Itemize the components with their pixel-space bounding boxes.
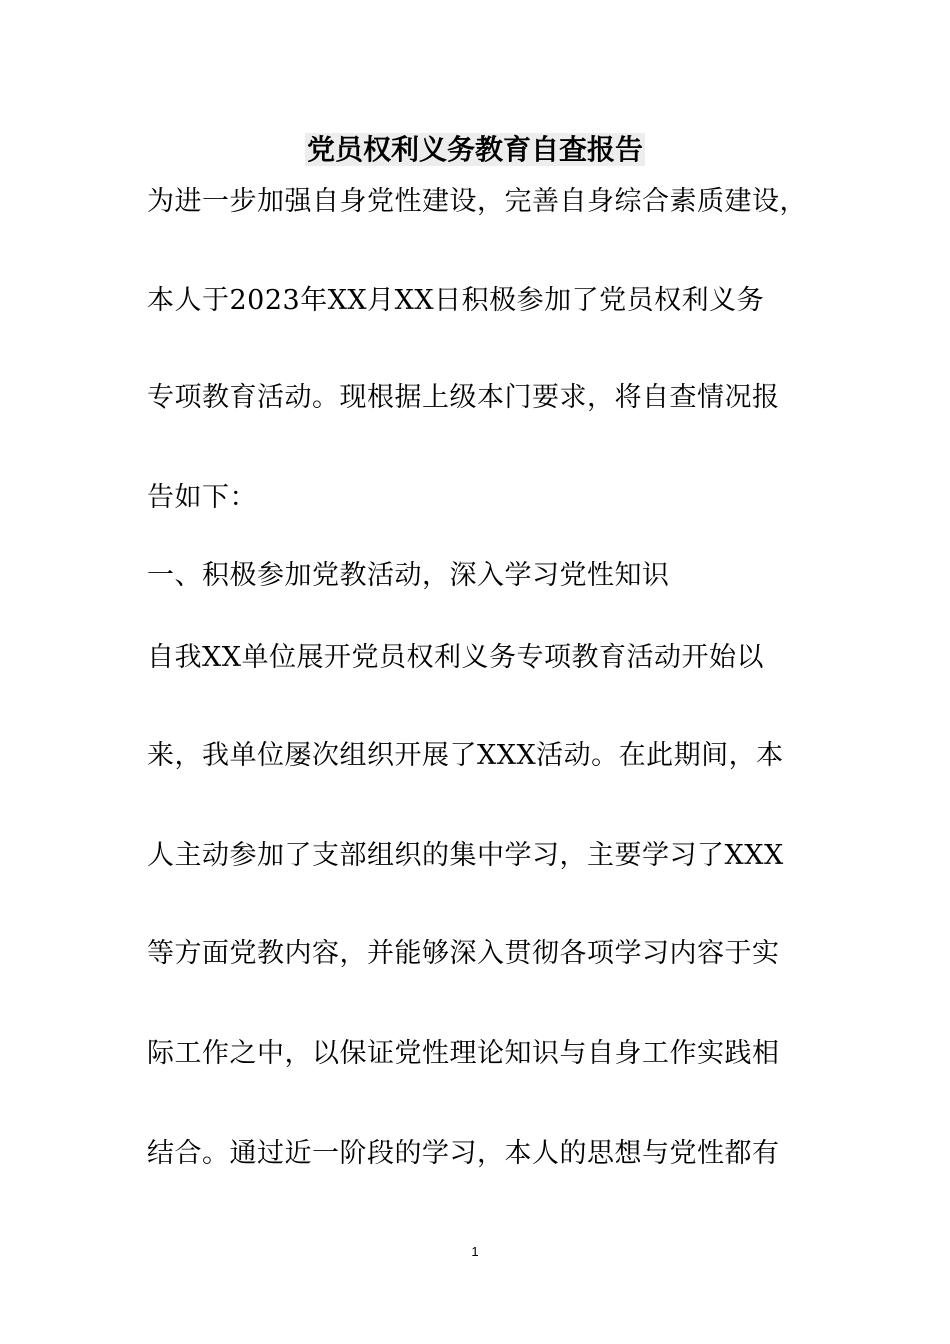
paragraph-line: 为进一步加强自身党性建设，完善自身综合素质建设， [147,186,807,217]
document-title-text: 党员权利义务教育自查报告 [306,133,643,166]
paragraph-line: 结合。通过近一阶段的学习，本人的思想与党性都有 [147,1138,780,1169]
paragraph-line: 专项教育活动。现根据上级本门要求，将自查情况报 [147,382,780,413]
section-heading: 一、积极参加党教活动，深入学习党性知识 [147,560,670,591]
paragraph-line: 人主动参加了支部组织的集中学习，主要学习了XXX [147,840,784,871]
page-number: 1 [471,1244,479,1259]
paragraph-line: 自我XX单位展开党员权利义务专项教育活动开始以 [147,642,764,673]
paragraph-line: 来，我单位屡次组织开展了XXX活动。在此期间，本 [147,740,784,771]
paragraph-line: 等方面党教内容，并能够深入贯彻各项学习内容于实 [147,938,780,969]
paragraph-line: 际工作之中，以保证党性理论知识与自身工作实践相 [147,1038,780,1069]
paragraph-line: 告如下： [147,482,257,513]
paragraph-line: 本人于2023年XX月XX日积极参加了党员权利义务 [147,285,765,316]
document-title [0,130,950,170]
